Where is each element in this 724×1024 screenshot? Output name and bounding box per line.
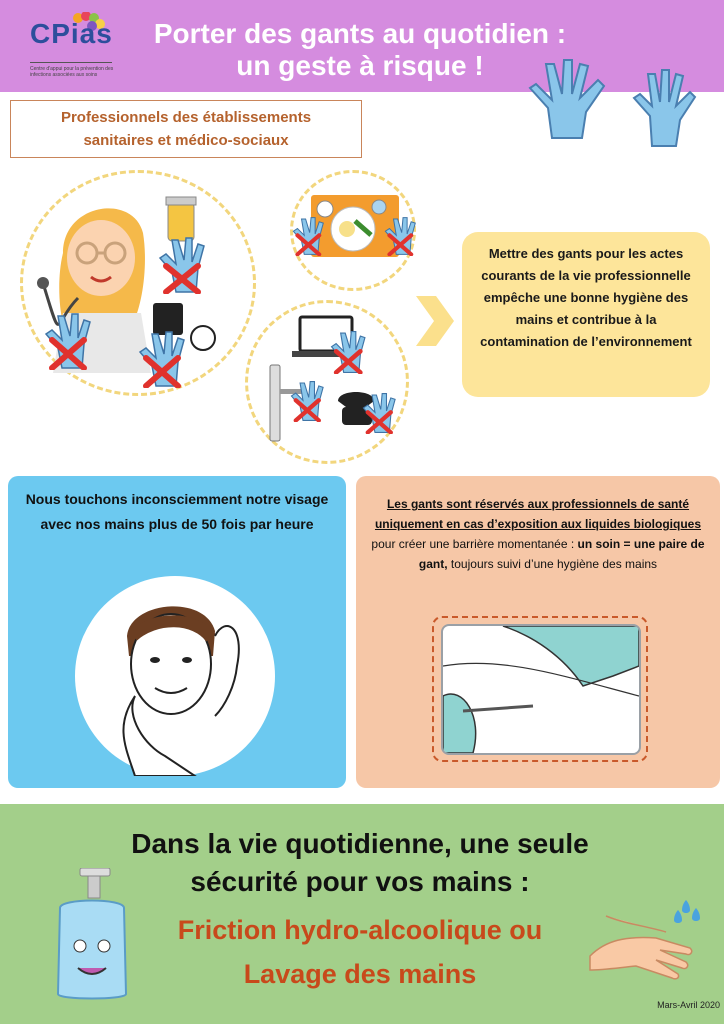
publication-date: Mars-Avril 2020 xyxy=(657,1000,720,1010)
crossed-glove-icon xyxy=(158,236,208,294)
professionals-line-2: sanitaires et médico-sociaux xyxy=(83,132,289,149)
glove-usage-normal-1: pour créer une barrière momentanée : xyxy=(371,537,578,551)
professionals-line-1: Professionnels des établissements xyxy=(60,109,312,126)
crossed-glove-icon xyxy=(384,216,418,256)
crossed-glove-icon xyxy=(330,330,368,374)
title-line-1: Porter des gants au quotidien : xyxy=(153,18,567,49)
glove-risk-text: Mettre des gants pour les actes courants de la vie professionnelle empêche une bonne hygiène des mains et contribue à la contamination de l’environnement xyxy=(480,246,692,349)
title-line-2: un geste à risque ! xyxy=(236,50,484,81)
crossed-glove-icon xyxy=(44,312,94,370)
face-touch-text: Nous touchons inconsciemment notre visage avec nos mains plus de 50 fois par heure xyxy=(25,491,329,532)
logo-subtitle: Centre d'appui pour la prévention des infections associées aux soins xyxy=(30,66,114,78)
glove-usage-normal-2: toujours suivi d’une hygiène des mains xyxy=(447,557,658,571)
glove-icon-left xyxy=(522,58,614,142)
bottom-line-2: sécurité pour vos mains : xyxy=(190,866,530,897)
office-objects-circle xyxy=(245,300,409,464)
care-scene-illustration xyxy=(441,624,641,755)
crossed-glove-icon xyxy=(138,330,188,388)
crossed-glove-icon xyxy=(292,216,326,256)
chevron-right-icon xyxy=(412,292,458,350)
face-illustration xyxy=(75,576,275,776)
crossed-glove-icon xyxy=(362,392,398,434)
logo-divider xyxy=(30,62,112,63)
logo-text: CPias xyxy=(30,18,113,49)
glove-icon-right xyxy=(628,66,698,148)
bottom-red-line-1: Friction hydro-alcoolique ou xyxy=(177,915,543,945)
hand-sanitizer-icon xyxy=(50,868,134,1004)
crossed-glove-icon xyxy=(290,380,326,422)
bottom-red-line-2: Lavage des mains xyxy=(243,959,477,989)
glove-usage-text xyxy=(366,494,710,574)
glove-usage-underlined: Les gants sont réservés aux professionnels de santé uniquement en cas d’exposition aux liquides biologiques xyxy=(374,497,702,531)
glove-risk-message xyxy=(462,232,710,397)
bottom-line-1: Dans la vie quotidienne, une seule xyxy=(131,828,589,859)
glove-usage-bold: un soin = une paire de gant, xyxy=(418,537,705,571)
professionals-box xyxy=(10,100,362,158)
handwashing-icon xyxy=(586,896,704,986)
